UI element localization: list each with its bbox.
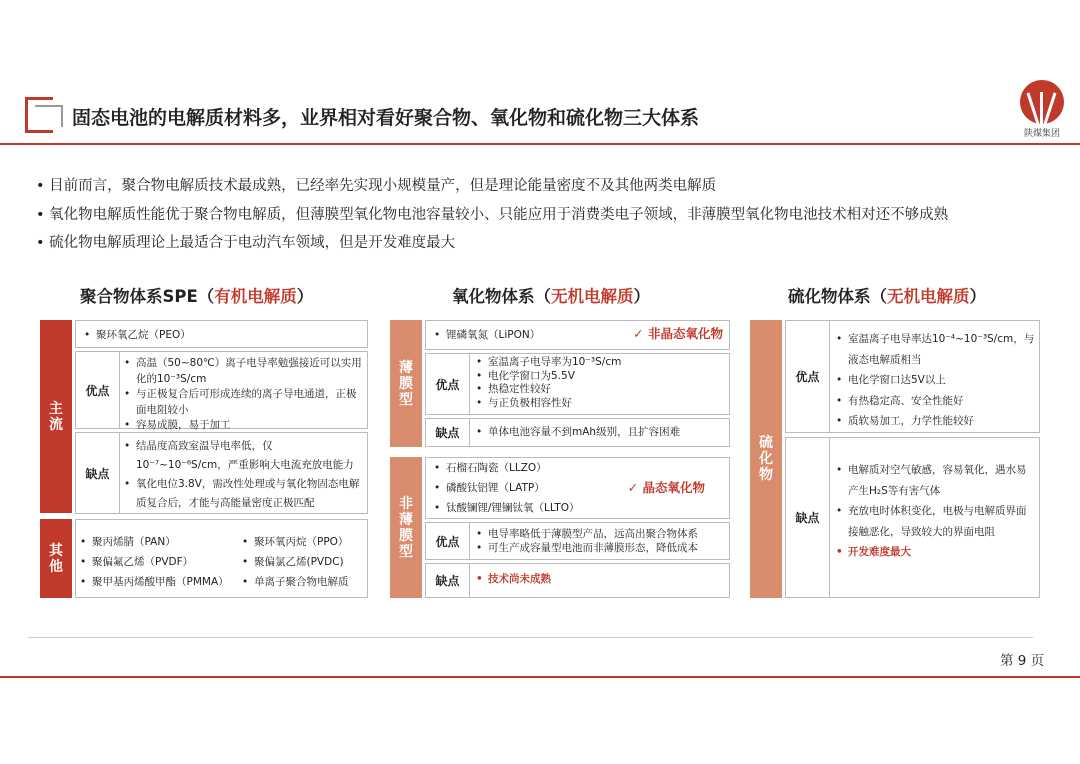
polymer-adv-box (75, 351, 368, 429)
polymer-adv-item: • 高温（50~80℃）离子电导率勉强接近可以实用化的10⁻³S/cm (122, 356, 363, 387)
thin-dis-label: 缺点 (426, 419, 470, 446)
polymer-other-item: • 单离子聚合物电解质 (240, 572, 367, 592)
sulfide-label: 硫 化 物 (750, 320, 782, 598)
bullet-item: • 目前而言，聚合物电解质技术最成熟，已经率先实现小规模量产，但是理论能量密度不及其他两类电解质 (36, 172, 948, 201)
polymer-other-item: • 聚环氧丙烷（PPO） (240, 532, 367, 552)
page-title: 固态电池的电解质材料多，业界相对看好聚合物、氧化物和硫化物三大体系 (72, 107, 700, 129)
thin-adv-item: • 电化学窗口为5.5V (474, 370, 725, 384)
lipon-item: • 锂磷氧氮（LiPON） (432, 328, 540, 344)
title-bracket-icon (25, 97, 63, 137)
polymer-others-box (75, 519, 368, 598)
sulfide-adv-item: • 电化学窗口达5V以上 (834, 370, 1035, 391)
bullet-item: • 硫化物电解质理论上最适合于电动汽车领域，但是开发难度最大 (36, 229, 948, 258)
mainstream-label: 主 流 (40, 320, 72, 513)
thin-adv-item: • 室温离子电导率为10⁻³S/cm (474, 356, 725, 370)
non-thin-adv-box (425, 522, 730, 560)
non-thin-film-label: 非 薄 膜 型 (390, 457, 422, 598)
non-thin-item: • 石榴石陶瓷（LLZO） (432, 458, 579, 478)
thin-adv-box (425, 353, 730, 415)
lipon-box (425, 320, 730, 350)
sulfide-adv-item: • 室温离子电导率达10⁻⁴~10⁻³S/cm，与液态电解质相当 (834, 329, 1035, 370)
polymer-dis-box (75, 432, 368, 514)
bullet-item: • 氧化物电解质性能优于聚合物电解质，但薄膜型氧化物电池容量较小、只能应用于消费类电子领域，非薄膜型氧化物电池技术相对还不够成熟 (36, 201, 948, 230)
polymer-dis-item: • 氧化电位3.8V，需改性处理或与氧化物固态电解质复合后，才能与高能量密度正极匹配 (122, 475, 363, 513)
amorphous-tag: ✓ 非晶态氧化物 (633, 326, 723, 341)
polymer-other-item: • 聚丙烯腈（PAN） (78, 532, 240, 552)
sulfide-section-title: 硫化物体系（无机电解质） (788, 287, 986, 306)
footer-divider (28, 637, 1033, 638)
polymer-adv-item: • 容易成膜，易于加工 (122, 418, 363, 434)
non-thin-materials-box (425, 457, 730, 519)
thin-dis-box (425, 418, 730, 447)
company-logo (1018, 80, 1066, 140)
peo-item: • 聚环氧乙烷（PEO） (82, 328, 361, 344)
title-divider (0, 143, 1080, 145)
non-thin-adv-label: 优点 (426, 523, 470, 559)
non-thin-adv-item: • 可生产成容量型电池而非薄膜形态，降低成本 (474, 541, 725, 555)
page-number: 第 9 页 (1000, 653, 1045, 669)
others-label: 其 他 (40, 519, 72, 598)
logo-text: 陕煤集团 (1023, 129, 1060, 139)
polymer-other-item: • 聚甲基丙烯酸甲酯（PMMA） (78, 572, 240, 592)
crystalline-tag: ✓ 晶态氧化物 (627, 480, 705, 495)
sulfide-dis-highlight: • 开发难度最大 (834, 542, 1035, 563)
non-thin-dis-box (425, 563, 730, 598)
non-thin-item: • 磷酸钛铝锂（LATP） (432, 478, 579, 498)
non-thin-adv-item: • 电导率略低于薄膜型产品，远高出聚合物体系 (474, 527, 725, 541)
sulfide-dis-item: • 充放电时体积变化，电极与电解质界面接触恶化，导致较大的界面电阻 (834, 501, 1035, 542)
thin-adv-item: • 与正负极相容性好 (474, 397, 725, 411)
thin-adv-label: 优点 (426, 354, 470, 414)
sulfide-adv-label: 优点 (786, 321, 830, 432)
logo-emblem-icon (1020, 80, 1064, 124)
summary-bullets (36, 172, 948, 258)
sulfide-dis-box (785, 437, 1040, 598)
sulfide-dis-item: • 电解质对空气敏感，容易氧化，遇水易产生H₂S等有害气体 (834, 460, 1035, 501)
thin-dis-item: • 单体电池容量不到mAh级别，且扩容困难 (474, 425, 725, 441)
non-thin-item: • 钛酸镧锂/锂镧钛氧（LLTO） (432, 498, 579, 518)
non-thin-dis-label: 缺点 (426, 564, 470, 597)
sulfide-dis-label: 缺点 (786, 438, 830, 597)
peo-box (75, 320, 368, 348)
polymer-adv-label: 优点 (76, 352, 120, 428)
oxide-section-title: 氧化物体系（无机电解质） (452, 287, 650, 306)
bottom-divider (0, 676, 1080, 678)
sulfide-adv-item: • 质软易加工，力学性能较好 (834, 411, 1035, 432)
polymer-section-title: 聚合物体系SPE（有机电解质） (80, 287, 314, 306)
polymer-dis-item: • 结晶度高致室温导电率低，仅10⁻⁷~10⁻⁶S/cm，严重影响大电流充放电能力 (122, 437, 363, 475)
sulfide-adv-box (785, 320, 1040, 433)
polymer-other-item: • 聚偏氟乙烯（PVDF） (78, 552, 240, 572)
polymer-adv-item: • 与正极复合后可形成连续的离子导电通道，正极面电阻较小 (122, 387, 363, 418)
non-thin-dis-item: • 技术尚未成熟 (474, 572, 725, 588)
polymer-dis-label: 缺点 (76, 433, 120, 513)
thin-adv-item: • 热稳定性较好 (474, 383, 725, 397)
sulfide-adv-item: • 有热稳定高、安全性能好 (834, 391, 1035, 412)
thin-film-label: 薄 膜 型 (390, 320, 422, 447)
polymer-other-item: • 聚偏氯乙烯(PVDC) (240, 552, 367, 572)
